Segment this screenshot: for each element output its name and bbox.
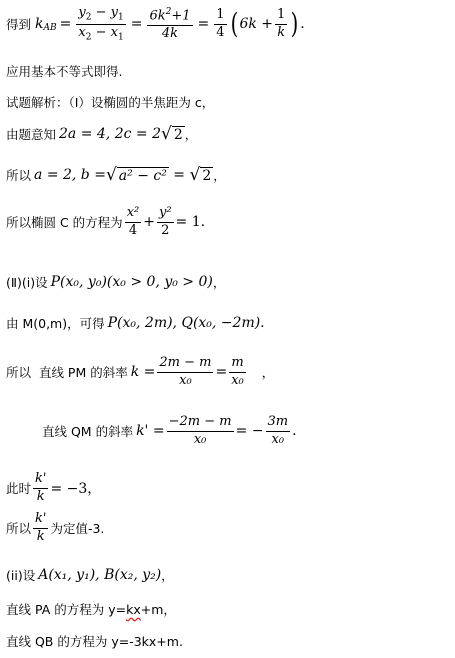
line12-frac: $\frac{k'}{k}$ [35, 511, 47, 544]
line11-frac: $\frac{k'}{k}$ [35, 471, 47, 504]
line-12 [6, 512, 104, 545]
line13-math: A(x₁, y₁), B(x₂, y₂) [38, 567, 162, 583]
line4-math: 2a = 4, 2c = 2 [59, 126, 161, 142]
line9-lhs: k = [130, 364, 156, 381]
line12-end: 为定值-3. [50, 521, 105, 537]
line-1: 得到 k $_{AB}$ = $\frac{y_2 - y_1}{x_2 - x_1}$ = $\frac{6k^2+1}{4k}$ = $\frac{1}{4}$ ( 6k + $\frac{1}{k}$ ) . [6, 5, 305, 43]
line-10: 直线 QM 的斜率 k' = $\frac{-2m - m}{\text{x₀}}$ = − $\frac{3m}{\text{x₀}}$ . [42, 414, 297, 447]
line4-prefix: 由题意知 [6, 127, 57, 142]
line10-end: . [292, 423, 297, 440]
line9-prefix: 所以 直线 PM 的斜率 [6, 365, 128, 381]
line14-prefix: 直线 PA 的方程为 y= [6, 602, 127, 617]
line5-math2: = [168, 167, 190, 183]
line9-frac2: $\frac{m}{\text{x₀}}$ [231, 355, 244, 388]
line5-prefix: 所以 [6, 168, 32, 183]
line-8 [6, 314, 265, 332]
line-11 [6, 472, 101, 505]
line-9: 所以 直线 PM 的斜率 k = $\frac{2m - m}{\text{x₀}}$ = $\frac{m}{\text{x₀}}$ ， [6, 355, 275, 388]
line6-frac2: $\frac{\text{y²}}{2}$ [158, 205, 172, 238]
line11-end: = −3， [50, 481, 102, 498]
line12-prefix: 所以 [6, 521, 32, 537]
line5-sqrt1: √ a² − c² [105, 164, 167, 185]
line10-frac1: $\frac{-2m - m}{\text{x₀}}$ [168, 414, 232, 447]
line13-end: ， [161, 568, 174, 583]
line6-end: = 1. [175, 214, 206, 231]
line1-k: k [35, 16, 44, 33]
line4-sqrt: √ 2 [161, 123, 183, 144]
line15-text: 直线 QB 的方程为 y=-3kx+m. [6, 634, 183, 649]
line5-end: ， [213, 168, 226, 183]
line-3 [6, 93, 214, 111]
line2-text: 应用基本不等式即得. [6, 64, 123, 79]
line-2 [6, 62, 122, 80]
line-5 [6, 166, 226, 184]
line-7 [6, 273, 225, 291]
line10-prefix: 直线 QM 的斜率 [42, 424, 134, 440]
line1-inner: 6k + [239, 16, 274, 33]
line1-frac1: $\frac{y_2 - y_1}{x_2 - x_1}$ [78, 5, 124, 43]
line1-frac4: $\frac{1}{k}$ [277, 7, 286, 40]
line-4 [6, 125, 197, 143]
line-15 [6, 632, 183, 650]
line8-prefix: 由 M(0,m)，可得 [6, 316, 105, 331]
line-13 [6, 566, 174, 584]
line4-end: ， [184, 127, 198, 142]
line1-frac3: $\frac{1}{4}$ [216, 7, 225, 40]
line9-end: ， [261, 365, 275, 381]
line1-end: . [300, 16, 305, 33]
line7-math: P(x₀, y₀)(x₀ > 0, y₀ > 0) [50, 274, 213, 290]
line-6: 所以椭圆 C 的方程为 $\frac{\text{x²}}{4}$ + $\frac{\text{y²}}{2}$ = 1. [6, 205, 206, 238]
line6-frac1: $\frac{\text{x²}}{4}$ [126, 205, 140, 238]
line5-sqrt2: √ 2 [189, 164, 212, 185]
line6-prefix: 所以椭圆 C 的方程为 [6, 215, 123, 231]
line7-prefix: (Ⅱ)(i)设 [6, 275, 48, 290]
line-14 [6, 600, 176, 618]
line5-math: a = 2, b = [34, 167, 106, 183]
line9-frac1: $\frac{2m - m}{\text{x₀}}$ [159, 355, 212, 388]
line7-end: ， [212, 275, 226, 290]
line10-frac2: $\frac{3m}{\text{x₀}}$ [267, 414, 289, 447]
line14-wavy: kx [126, 601, 141, 617]
line1-frac2: $\frac{6k^2+1}{4k}$ [149, 6, 191, 42]
line1-ksub: AB [43, 23, 57, 34]
line10-lhs: k' = [136, 423, 165, 440]
line8-math: P(x₀, 2m), Q(x₀, −2m). [107, 315, 265, 331]
line11-prefix: 此时 [6, 481, 32, 497]
line1-prefix: 得到 [6, 17, 32, 33]
line3-text: 试题解析：（Ⅰ）设椭圆的半焦距为 c， [6, 95, 215, 110]
line13-prefix: (ii)设 [6, 568, 36, 583]
line14-end: +m， [140, 602, 176, 617]
